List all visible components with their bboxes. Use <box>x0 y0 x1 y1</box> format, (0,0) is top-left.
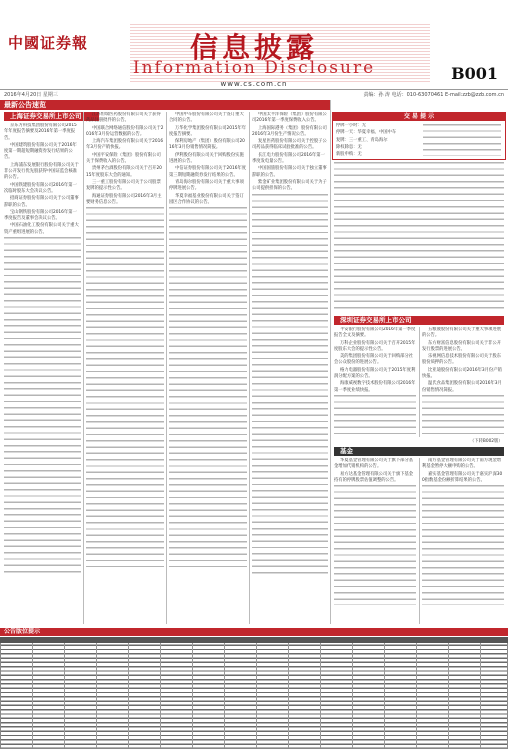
announcement: 华夏幸福基业股份有限公司关于签订园区合作协议的公告。 <box>169 193 244 205</box>
trade-item: 新股申购：无 <box>336 152 362 157</box>
announcement: 南方基金管理有限公司关于南方现金增利基金暂停大额申购的公告。 <box>422 458 502 470</box>
announcement: 五粮液股份有限公司关于重大事项进展的公告。 <box>422 327 502 339</box>
fund-column-1 <box>334 458 416 624</box>
announcement: 乐视网信息技术股份有限公司关于股东股份质押的公告。 <box>422 354 502 366</box>
column-divider <box>419 458 420 624</box>
section-shenzhen-header: 深圳证券交易所上市公司 <box>334 316 504 325</box>
announcement: 伊利股份有限公司关于回购股份实施进展的公告。 <box>169 152 244 165</box>
shanghai-column-4 <box>252 112 328 623</box>
trade-notice-title: 交 易 提 示 <box>333 113 505 121</box>
masthead <box>0 0 508 88</box>
issue-info-bar <box>0 89 508 98</box>
announcement: 中国铁建股份有限公司2016年第一次临时股东大会决议公告。 <box>4 182 77 194</box>
announcement: 招商证券股份有限公司关于公司董事辞职的公告。 <box>4 196 79 208</box>
notice-index-table-header-row <box>0 637 508 643</box>
announcement: 青岛海尔股份有限公司关于重大事项停牌进展公告。 <box>169 179 244 192</box>
announcement: 保利房地产（集团）股份有限公司2016年3月份销售情况简报。 <box>169 139 245 151</box>
column-divider <box>419 327 420 437</box>
body-text-lines <box>4 237 81 577</box>
announcement: 宝山钢铁股份有限公司2016年第一季度报告及董事会决议公告。 <box>4 209 77 222</box>
announcement: 万华化学集团股份有限公司2015年年度报告摘要。 <box>169 125 247 137</box>
announcement: 万科企业股份有限公司关于召开2015年度股东大会的提示性公告。 <box>334 340 416 352</box>
page-title-english: Information Disclosure <box>132 58 376 78</box>
announcement: 华夏基金管理有限公司关于旗下部分基金增加代销机构的公告。 <box>334 458 414 470</box>
announcement: 长江电力股份有限公司2016年第一季度发电量公告。 <box>252 152 325 165</box>
body-text-lines <box>423 124 501 156</box>
notice-index-header: 公告版位提示 <box>0 628 508 636</box>
announcement: 中国国旅股份有限公司关于独立董事辞职的公告。 <box>252 166 327 178</box>
announcement: 贵州茅台酒股份有限公司关于召开2015年度股东大会的通知。 <box>86 166 162 178</box>
column-divider <box>249 112 250 624</box>
trade-item: 停牌一天：华夏幸福、中国中车 <box>336 130 397 136</box>
notice-index-table <box>0 637 508 749</box>
continued-note: （下转B002版） <box>470 439 503 444</box>
announcement: 易方达基金管理有限公司关于旗下基金持有的停牌股票估值调整的公告。 <box>334 471 414 483</box>
column-divider <box>83 112 84 624</box>
column-divider <box>330 100 331 624</box>
announcement: 三一重工股份有限公司关于公司股票复牌的提示性公告。 <box>86 179 161 192</box>
announcement: 江苏恒瑞医药股份有限公司关于获得药品注册批件的公告。 <box>86 112 161 124</box>
announcement: 温氏食品集团股份有限公司2016年3月份销售情况简报。 <box>422 381 502 393</box>
announcement: 中信证券股份有限公司关于2016年度第三期短期融资券发行结果的公告。 <box>169 166 247 178</box>
trade-notice-items <box>336 123 420 157</box>
fund-column-2 <box>422 458 504 624</box>
page-number: B001 <box>451 64 498 83</box>
shenzhen-column-2 <box>422 327 504 437</box>
announcement: 海通证券股份有限公司2016年3月主要财务信息公告。 <box>86 193 162 205</box>
website-url: www.cs.com.cn <box>220 80 288 88</box>
announcement: 美的集团股份有限公司关于回购部分社会公众股份的进展公告。 <box>334 354 414 366</box>
shenzhen-column-1 <box>334 327 416 437</box>
section-latest-header: 最新公告速览 <box>0 100 330 110</box>
announcement: 中国中车股份有限公司关于签订重大合同的公告。 <box>169 112 244 124</box>
body-text-lines <box>334 162 504 312</box>
announcement: 中国建筑股份有限公司关于2016年度第一期超短期融资券发行结果的公告。 <box>4 142 77 161</box>
announcement: 上海国际港务（集团）股份有限公司2016年3月份生产情况公告。 <box>252 125 327 137</box>
announcement: 东方财富信息股份有限公司关于非公开发行股票的进展公告。 <box>422 340 502 352</box>
editor-contact: 责编：孙 涛 电话：010-63070461 E-mail:zzb@zzb.com.cn <box>363 92 504 98</box>
trade-notice-box <box>332 112 506 160</box>
announcement: 中国太平洋保险（集团）股份有限公司2016年第一季度保费收入公告。 <box>252 112 327 124</box>
announcement: 格力电器股份有限公司关于2015年度利润分配方案的公告。 <box>334 367 416 380</box>
announcement: 紫金矿业集团股份有限公司关于为子公司提供担保的公告。 <box>252 179 327 192</box>
trade-item: 停牌一小时：无 <box>336 123 367 128</box>
announcement: 平安银行股份有限公司2016年第一季度报告全文及摘要。 <box>334 327 416 339</box>
issue-date: 2016年4月20日 星期三 <box>4 92 58 98</box>
announcement: 中国平安保险（集团）股份有限公司关于保费收入的公告。 <box>86 152 161 165</box>
announcement: 比亚迪股份有限公司2016年3月份产销快报。 <box>422 367 502 380</box>
body-text-lines <box>334 485 416 605</box>
section-fund-header: 基金 <box>334 447 504 456</box>
announcement: 嘉实基金管理有限公司关于嘉实沪深300指数基金份额折算结果的公告。 <box>422 471 503 483</box>
section-shanghai-header: 上海证券交易所上市公司 <box>4 112 99 121</box>
shanghai-column-5 <box>334 162 504 312</box>
page-title: 信息披露 <box>189 31 318 64</box>
announcement: 中国联合网络通信股份有限公司关于2016年3月份运营数据的公告。 <box>86 125 164 137</box>
newspaper-logo: 中國证券報 <box>8 34 89 52</box>
body-text-lines <box>334 395 416 435</box>
announcement: 上海汽车集团股份有限公司关于2016年3月份产销快报。 <box>86 139 164 151</box>
body-text-lines <box>422 395 504 435</box>
announcement: 中国石油化工股份有限公司关于重大资产重组进展的公告。 <box>4 223 79 235</box>
announcement: 复星医药股份有限公司关于控股子公司药品获得临床试验批准的公告。 <box>252 139 327 151</box>
column-divider <box>166 112 167 624</box>
shanghai-column-1 <box>4 123 81 623</box>
announcement: 海康威视数字技术股份有限公司2016年第一季度业绩快报。 <box>334 381 416 393</box>
shanghai-column-2 <box>86 112 164 623</box>
body-text-lines <box>86 207 164 567</box>
trade-item: 除权除息：无 <box>336 144 362 150</box>
body-text-lines <box>252 194 328 574</box>
announcement: 京东方科技集团股份有限公司2015年年度报告摘要及2016年第一季度报告。 <box>4 123 77 141</box>
shanghai-column-3 <box>169 112 247 623</box>
body-text-lines <box>169 207 247 567</box>
trade-item: 复牌：三一重工、青岛海尔 <box>336 137 388 143</box>
announcement: 上海浦东发展银行股份有限公司关于非公开发行优先股获得中国证监会核准的公告。 <box>4 162 79 181</box>
body-text-lines <box>422 485 504 605</box>
